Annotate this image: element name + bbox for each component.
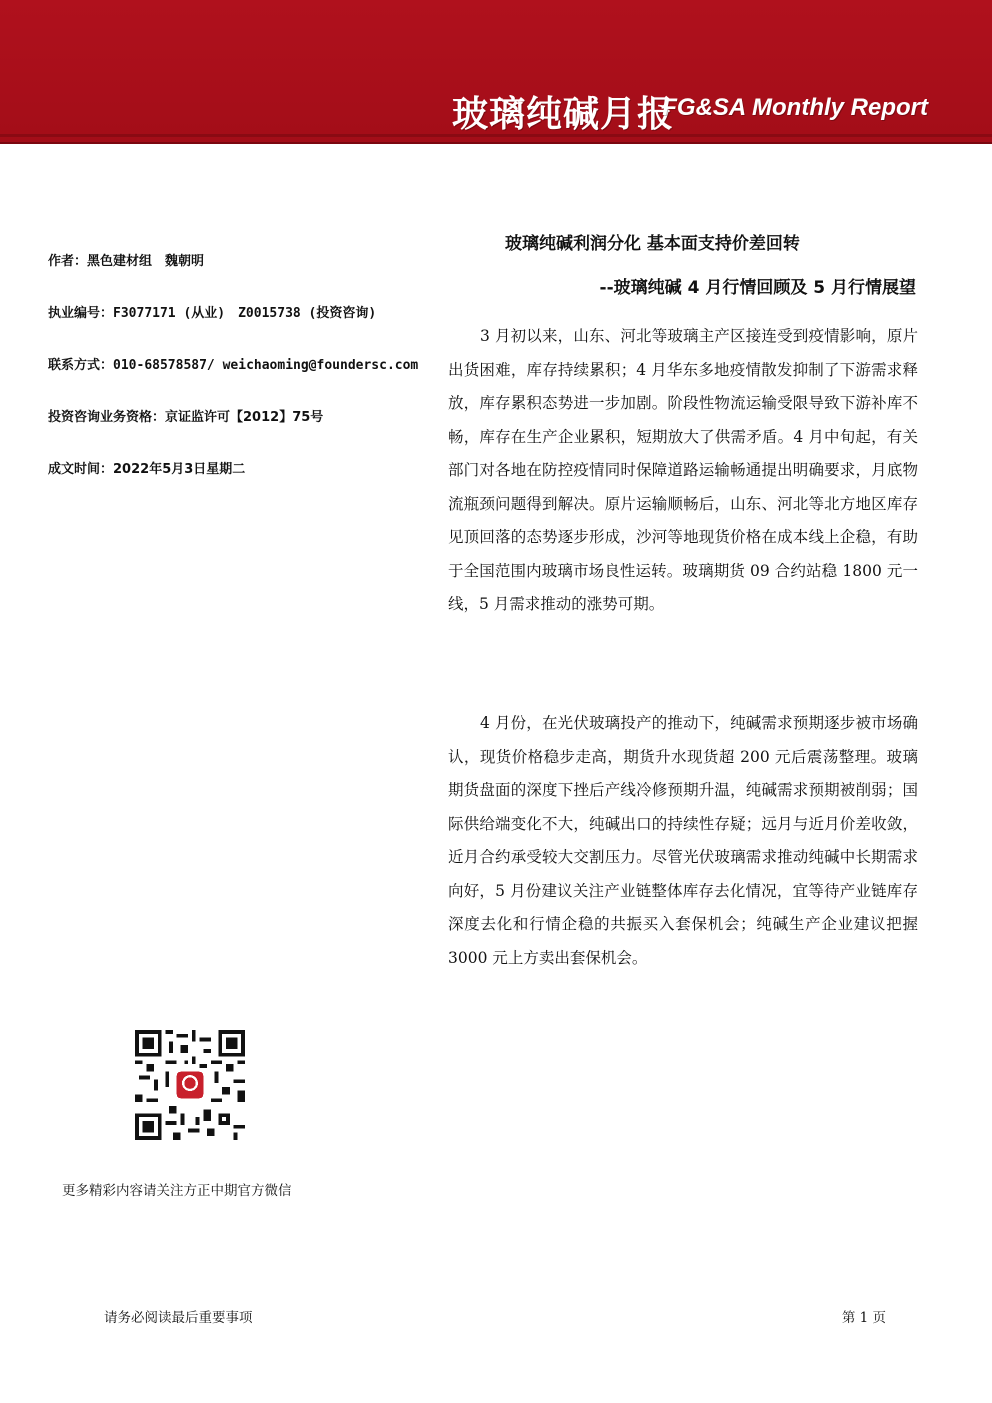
author-value: 黑色建材组 魏朝明 — [87, 254, 205, 269]
report-series-title-cn: 玻璃纯碱月报 — [451, 93, 674, 135]
date-label: 成文时间： — [48, 462, 114, 477]
contact-value: 010-68578587/ weichaoming@foundersc.com — [113, 358, 419, 373]
footer-disclaimer-note: 请务必阅读最后重要事项 — [104, 1310, 253, 1326]
qualification-value: 京证监许可【2012】75号 — [165, 410, 324, 425]
report-subtitle: --玻璃纯碱 4 月行情回顾及 5 月行情展望 — [599, 278, 916, 298]
qualification-label: 投资咨询业务资格： — [48, 410, 166, 425]
report-series-title-en: FG&SA Monthly Report — [662, 94, 928, 121]
license-value: F3077171 (从业) Z0015738 (投资咨询) — [113, 306, 377, 321]
summary-paragraph-1: 3 月初以来，山东、河北等玻璃主产区接连受到疫情影响，原片出货困难，库存持续累积；4 月华东多地疫情散发抑制了下游需求释放，库存累积态势进一步加剧。阶段性物流运输受限导致下游补库不畅，库存在生产企业累积，短期放大了供需矛盾。4 月中旬起，有关部门对各地在防控疫情同时保障道路运输畅通提出明确要求，月底物流瓶颈问题得到解决。原片运输顺畅后，山东、河北等北方地区库存见顶回落的态势逐步形成，沙河等地现货价格在成本线上企稳，有助于全国范围内玻璃市场良性运转。玻璃期货 09 合约站稳 1800 元一线，5 月需求推动的涨势可期。 — [448, 327, 918, 613]
license-label: 执业编号： — [48, 306, 114, 321]
header-banner — [0, 0, 992, 144]
date-line — [48, 458, 245, 476]
author-line — [48, 250, 204, 268]
page-number: 第 1 页 — [841, 1310, 886, 1326]
report-title: 玻璃纯碱利润分化 基本面支持价差回转 — [505, 234, 800, 254]
contact-line — [48, 354, 418, 372]
qualification-line — [48, 406, 323, 424]
license-line — [48, 302, 376, 320]
author-label: 作者： — [48, 254, 88, 269]
date-value: 2022年5月3日星期二 — [113, 462, 246, 477]
summary-paragraph-2: 4 月份，在光伏玻璃投产的推动下，纯碱需求预期逐步被市场确认，现货价格稳步走高，期货升水现货超 200 元后震荡整理。玻璃期货盘面的深度下挫后产线冷修预期升温，纯碱需求预期被削弱；国际供给端变化不大，纯碱出口的持续性存疑；远月与近月价差收敛，近月合约承受较大交割压力。尽管光伏玻璃需求推动纯碱中长期需求向好，5 月份建议关注产业链整体库存去化情况，宜等待产业链库存深度去化和行情企稳的共振买入套保机会；纯碱生产企业建议把握 3000 元上方卖出套保机会。 — [448, 714, 918, 967]
qr-caption: 更多精彩内容请关注方正中期官方微信 — [62, 1183, 292, 1199]
contact-label: 联系方式： — [48, 358, 114, 373]
qr-code-icon — [135, 1030, 245, 1140]
